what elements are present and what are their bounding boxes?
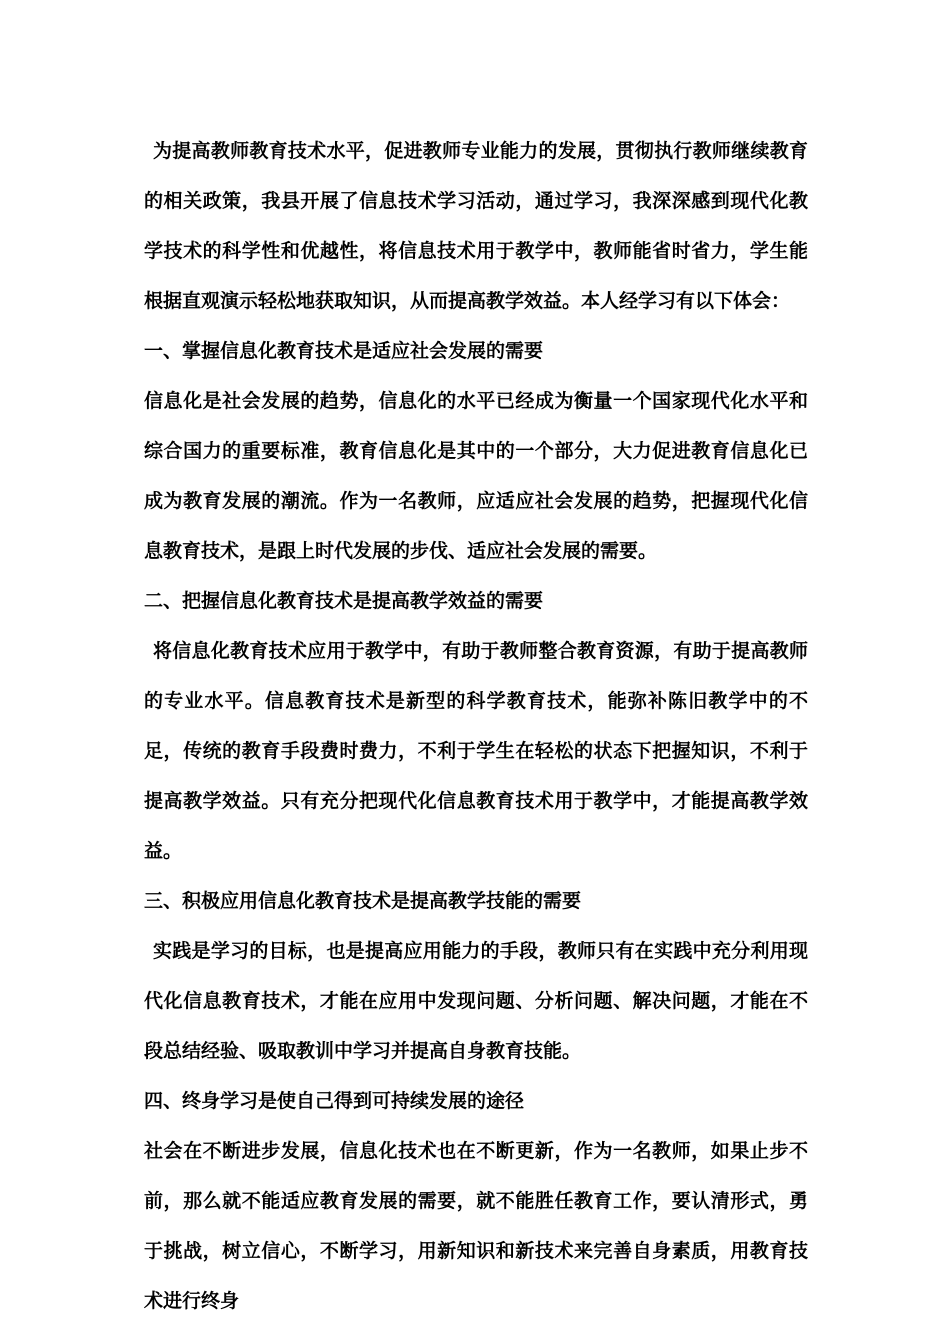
section-4-paragraph: 社会在不断进步发展，信息化技术也在不断更新，作为一名教师，如果止步不前，那么就不能适应教育发展的需要，就不能胜任教育工作，要认清形式，勇于挑战，树立信心，不断学习，用新知识和新技术来完善自身素质，用教育技术进行终身 — [144, 1140, 808, 1312]
section-2-paragraph: 将信息化教育技术应用于教学中，有助于教师整合教育资源，有助于提高教师的专业水平。信息教育技术是新型的科学教育技术，能弥补陈旧教学中的不足，传统的教育手段费时费力，不利于学生在轻松的状态下把握知识，不利于提高教学效益。只有充分把现代化信息教育技术用于教学中，才能提高教学效益。 — [144, 640, 808, 862]
section-3-heading: 三、积极应用信息化教育技术是提高教学技能的需要 — [144, 890, 582, 912]
document-body — [144, 126, 808, 1326]
section-3-paragraph: 实践是学习的目标，也是提高应用能力的手段，教师只有在实践中充分利用现代化信息教育技术，才能在应用中发现问题、分析问题、解决问题，才能在不段总结经验、吸取教训中学习并提高自身教育技能。 — [144, 940, 808, 1062]
intro-paragraph: 为提高教师教育技术水平，促进教师专业能力的发展，贯彻执行教师继续教育的相关政策，我县开展了信息技术学习活动，通过学习，我深深感到现代化教学技术的科学性和优越性，将信息技术用于教学中，教师能省时省力，学生能根据直观演示轻松地获取知识，从而提高教学效益。本人经学习有以下体会： — [144, 140, 808, 312]
section-2-heading: 二、把握信息化教育技术是提高教学效益的需要 — [144, 590, 544, 612]
section-1-paragraph: 信息化是社会发展的趋势，信息化的水平已经成为衡量一个国家现代化水平和综合国力的重要标准，教育信息化是其中的一个部分，大力促进教育信息化已成为教育发展的潮流。作为一名教师，应适应社会发展的趋势，把握现代化信息教育技术，是跟上时代发展的步伐、适应社会发展的需要。 — [144, 390, 808, 562]
section-4-heading: 四、终身学习是使自己得到可持续发展的途径 — [144, 1090, 525, 1112]
section-1-heading: 一、掌握信息化教育技术是适应社会发展的需要 — [144, 340, 544, 362]
